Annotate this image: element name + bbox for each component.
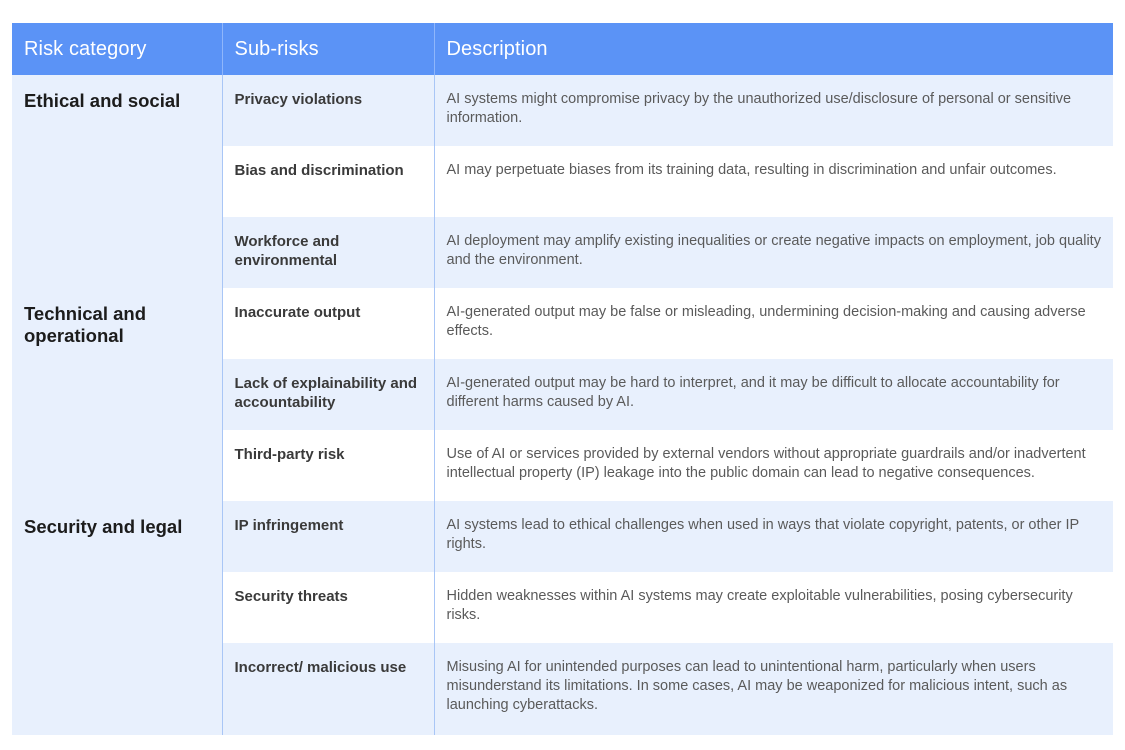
category-label: Technical and operational [24,303,146,346]
description-cell [434,217,1113,288]
sub-risk-label: Privacy violations [234,91,363,108]
risk-table [12,23,1113,735]
header-row [12,23,1113,75]
sub-risk-cell [222,146,434,217]
sub-risk-cell [222,75,434,146]
description-text: AI-generated output may be hard to interpret, and it may be difficult to allocate accountability for different harms caused by AI. [446,375,1060,410]
header-risk-category: Risk category [12,23,222,75]
description-cell [434,572,1113,643]
sub-risk-label: Lack of explainability and accountability [234,375,418,411]
description-text: Use of AI or services provided by external vendors without appropriate guardrails and/or inadvertent intellectual property (IP) leakage into the public domain can lead to negative consequences. [446,446,1086,481]
sub-risk-cell [222,643,434,735]
sub-risk-cell [222,501,434,572]
table-row [12,501,1113,572]
description-text: AI systems lead to ethical challenges when used in ways that violate copyright, patents, or other IP rights. [446,517,1079,552]
sub-risk-cell [222,572,434,643]
description-text: AI-generated output may be false or misleading, undermining decision-making and causing adverse effects. [446,304,1086,339]
sub-risk-label: Inaccurate output [234,304,361,321]
description-cell [434,643,1113,735]
sub-risk-label: Incorrect/ malicious use [234,659,407,676]
sub-risk-label: Workforce and environmental [234,233,340,269]
table-row [12,288,1113,359]
sub-risk-cell [222,217,434,288]
category-cell [12,75,222,288]
table-row [12,75,1113,146]
risk-table-container [12,23,1113,735]
description-cell [434,501,1113,572]
sub-risk-label: IP infringement [234,517,344,534]
category-label: Ethical and social [24,90,181,111]
sub-risk-label: Security threats [234,588,348,605]
description-cell [434,359,1113,430]
category-label: Security and legal [24,516,183,537]
sub-risk-label: Bias and discrimination [234,162,404,179]
description-cell [434,75,1113,146]
table-body [12,75,1113,735]
category-cell [12,501,222,735]
description-cell [434,430,1113,501]
sub-risk-cell [222,288,434,359]
sub-risk-cell [222,359,434,430]
sub-risk-cell [222,430,434,501]
description-text: AI systems might compromise privacy by the unauthorized use/disclosure of personal or sensitive information. [446,91,1072,126]
header-description: Description [434,23,1113,75]
category-cell [12,288,222,501]
description-text: AI deployment may amplify existing inequalities or create negative impacts on employment, job quality and the environment. [446,233,1101,268]
description-cell [434,146,1113,217]
description-text: Misusing AI for unintended purposes can lead to unintentional harm, particularly when users misunderstand its limitations. In some cases, AI may be weaponized for malicious intent, such as launching cyberattacks. [446,659,1068,713]
sub-risk-label: Third-party risk [234,446,345,463]
description-text: AI may perpetuate biases from its training data, resulting in discrimination and unfair outcomes. [446,162,1057,178]
header-sub-risks: Sub-risks [222,23,434,75]
table-header [12,23,1113,75]
description-cell [434,288,1113,359]
description-text: Hidden weaknesses within AI systems may create exploitable vulnerabilities, posing cybersecurity risks. [446,588,1073,623]
